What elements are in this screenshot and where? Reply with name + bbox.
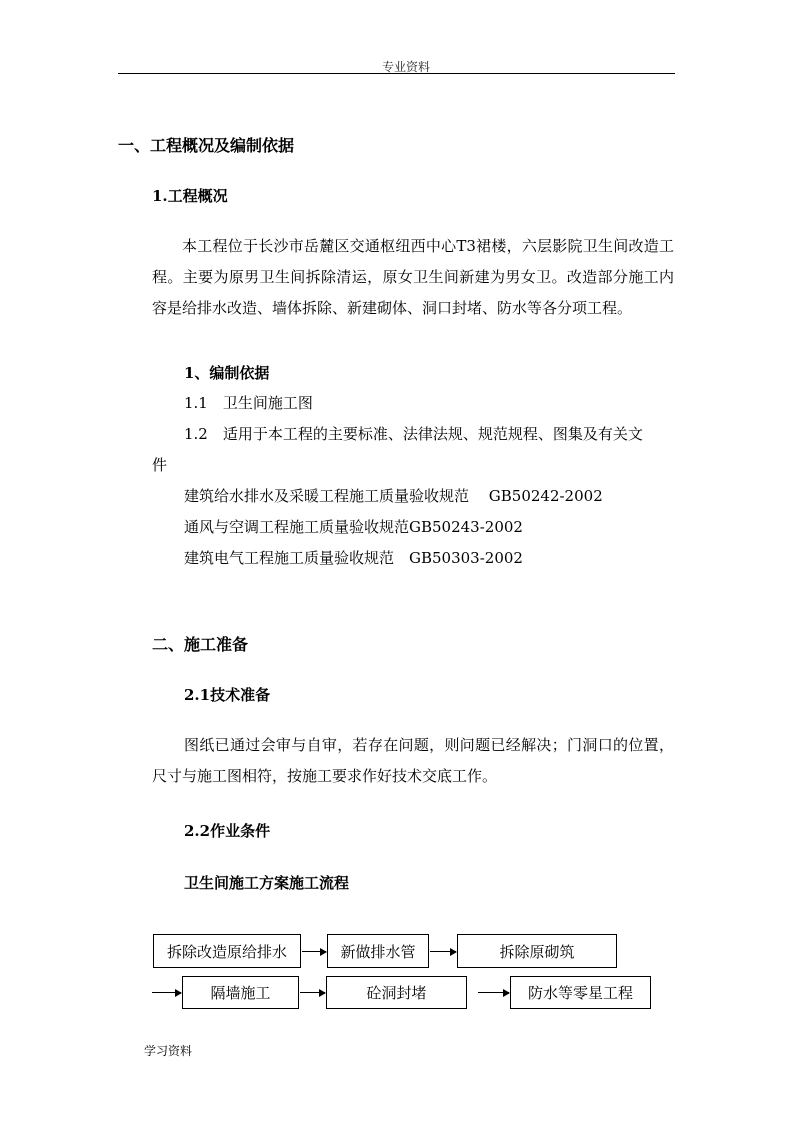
section1-sub1-paragraph: 本工程位于长沙市岳麓区交通枢纽西中心T3裙楼，六层影院卫生间改造工程。主要为原男卫生间拆除清运，原女卫生间新建为男女卫。改造部分施工内容是给排水改造、墙体拆除、新建砌体、洞口封堵、防水等各分项工程。 xyxy=(152,237,674,317)
section2-title: 二、施工准备 xyxy=(152,635,249,654)
standard-3: 建筑电气工程施工质量验收规范 GB50303-2002 xyxy=(184,549,523,567)
section2-sub2-title: 2.2作业条件 xyxy=(184,822,271,840)
item-1-2-line1: 1.2 适用于本工程的主要标准、法律法规、规范规程、图集及有关文 xyxy=(184,425,643,443)
flow-step-waterproofing: 防水等零星工程 xyxy=(510,976,651,1009)
flow-step-remove-plumbing: 拆除改造原给排水 xyxy=(153,934,301,968)
page-footer: 学习资料 xyxy=(144,1044,193,1058)
flow-arrow-2 xyxy=(430,951,456,952)
standard-2: 通风与空调工程施工质量验收规范GB50243-2002 xyxy=(184,518,523,536)
flow-arrow-3 xyxy=(152,992,181,993)
flow-step-remove-masonry: 拆除原砌筑 xyxy=(457,934,617,968)
section1-sub2-title: 1、编制依据 xyxy=(184,364,270,382)
flow-step-partition-wall: 隔墙施工 xyxy=(182,976,299,1009)
item-1-2-line2: 件 xyxy=(152,456,168,474)
section1-sub1-title: 1.工程概况 xyxy=(152,187,228,205)
flow-arrow-5 xyxy=(478,992,509,993)
header-rule xyxy=(118,73,675,74)
section2-sub1-paragraph: 图纸已通过会审与自审，若存在问题，则问题已经解决；门洞口的位置，尺寸与施工图相符，按施工要求作好技术交底工作。 xyxy=(152,736,674,785)
page-header: 专业资料 xyxy=(382,60,431,74)
flow-step-new-drain: 新做排水管 xyxy=(327,934,429,968)
flow-arrow-4 xyxy=(300,992,325,993)
flow-arrow-1 xyxy=(302,951,326,952)
standard-1: 建筑给水排水及采暖工程施工质量验收规范 GB50242-2002 xyxy=(184,487,603,505)
item-1-1: 1.1 卫生间施工图 xyxy=(184,394,313,412)
flow-title: 卫生间施工方案施工流程 xyxy=(184,874,350,892)
section1-title: 一、工程概况及编制依据 xyxy=(118,136,295,155)
flow-step-hole-sealing: 砼洞封堵 xyxy=(326,976,467,1009)
section2-sub1-title: 2.1技术准备 xyxy=(184,686,271,704)
